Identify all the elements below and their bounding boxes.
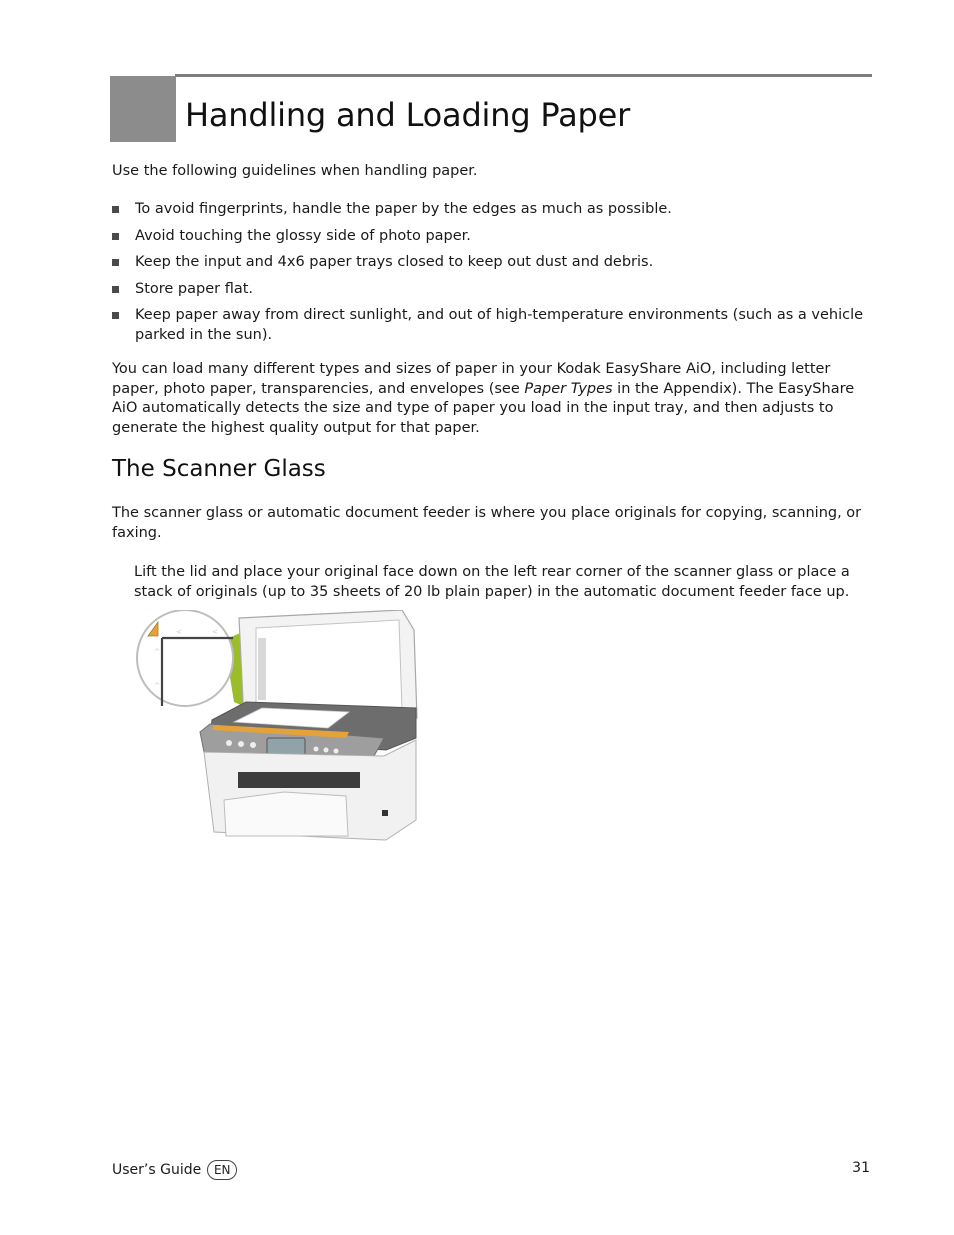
bullet-square-icon xyxy=(112,286,119,293)
kodak-badge xyxy=(382,810,388,816)
bullet-square-icon xyxy=(112,206,119,213)
bullet-square-icon xyxy=(112,233,119,240)
language-badge: EN xyxy=(207,1160,237,1180)
panel-button xyxy=(334,749,339,754)
list-item-text: Store paper flat. xyxy=(135,280,254,297)
loading-text-part: You can load many different types and sizes of paper in your Kodak EasyShare AiO, including letter paper, photo paper, transparencies, and envelopes (see xyxy=(112,361,831,397)
list-item xyxy=(112,306,872,345)
panel-button xyxy=(238,741,244,747)
glass-marking: ^ xyxy=(154,648,160,656)
glass-marking: ^ xyxy=(154,682,160,690)
section-description: The scanner glass or automatic document feeder is where you place originals for copying, scanning, or faxing. xyxy=(112,505,862,541)
page-title: Handling and Loading Paper xyxy=(185,96,631,134)
bullet-square-icon xyxy=(112,312,119,319)
step-instruction: Lift the lid and place your original face down on the left rear corner of the scanner glass or place a stack of originals (up to 35 sheets of 20 lb plain paper) in the automatic document feeder face up. xyxy=(134,564,850,600)
paper-tray xyxy=(224,792,348,836)
panel-button xyxy=(250,742,256,748)
loading-paragraph xyxy=(112,360,872,438)
panel-button xyxy=(226,740,232,746)
magnifier-circle xyxy=(137,610,233,706)
list-item xyxy=(112,253,872,273)
list-item-text: Keep paper away from direct sunlight, and out of high-temperature environments (such as a vehicle parked in the sun). xyxy=(135,307,864,343)
section-heading: The Scanner Glass xyxy=(112,456,326,482)
panel-button xyxy=(324,748,329,753)
intro-text: Use the following guidelines when handling paper. xyxy=(112,163,478,179)
guide-label: User’s Guide xyxy=(112,1162,202,1178)
loading-text-part: in the Appendix). The EasyShare AiO automatically detects the size and type of paper you load in the input tray, and then adjusts to generate the highest quality output for that paper. xyxy=(112,380,855,436)
bullet-square-icon xyxy=(112,259,119,266)
list-item xyxy=(112,227,872,247)
glass-marking: < xyxy=(176,628,182,636)
chapter-block xyxy=(110,76,176,142)
list-item-text: To avoid fingerprints, handle the paper by the edges as much as possible. xyxy=(135,201,672,217)
scanner-glass-illustration xyxy=(134,610,424,845)
paper-types-reference: Paper Types xyxy=(524,380,613,397)
page-number: 31 xyxy=(852,1160,870,1176)
panel-button xyxy=(314,747,319,752)
paper-output-slot xyxy=(238,772,360,788)
lid-backing xyxy=(256,620,402,714)
guidelines-list xyxy=(112,200,872,352)
lid-hinge-strip xyxy=(258,638,266,700)
glass-marking: < xyxy=(212,628,218,636)
list-item xyxy=(112,280,872,300)
list-item xyxy=(112,200,872,220)
header-rule xyxy=(175,74,872,77)
list-item-text: Avoid touching the glossy side of photo paper. xyxy=(135,227,471,244)
footer-guide xyxy=(112,1160,237,1180)
list-item-text: Keep the input and 4x6 paper trays closed to keep out dust and debris. xyxy=(135,254,654,270)
